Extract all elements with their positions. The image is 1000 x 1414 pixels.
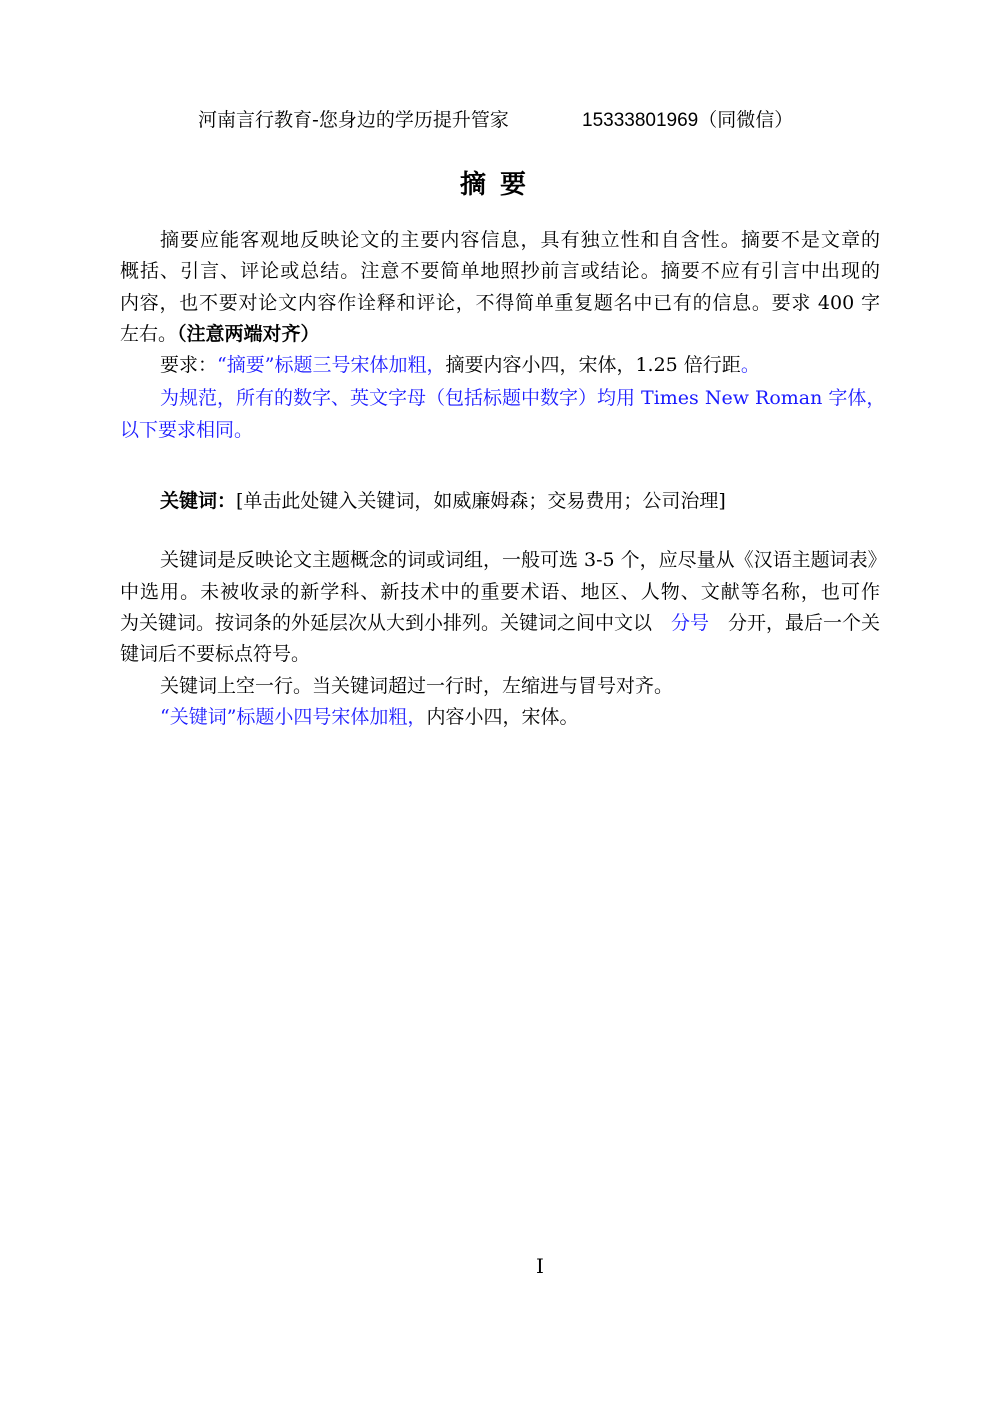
kw-note-line: 中选用。未被收录的新学科、新技术中的重要术语、地区、人物、文献等名称，也可作 [120,581,880,603]
requirement-line [160,353,920,377]
blue-text: “关键词”标题小四号宋体加粗， [160,706,427,728]
text: 为关键词。按词条的外延层次从大到小排列。关键词之间中文以 [120,612,653,634]
page-title: 摘要 [459,170,540,200]
kw-note-line: 关键词是反映论文主题概念的词或词组，一般可选 3-5 个，应尽量从《汉语主题词表》 [160,549,887,571]
keywords-line [160,489,920,513]
abstract-line: 概括、引言、评论或总结。注意不要简单地照抄前言或结论。摘要不应有引言中出现的 [120,260,880,282]
text: 要求： [160,354,218,376]
blue-text: 。 [740,354,760,376]
kw-note-line [120,611,880,635]
abstract-line [120,322,880,346]
text: 分开，最后一个关 [727,612,880,634]
text: 左右。 [120,323,178,345]
keywords-value[interactable]: [单击此处键入关键词，如威廉姆森；交易费用；公司治理] [236,490,726,512]
header-org: 河南言行教育-您身边的学历提升管家 [198,109,509,131]
kw-note-line: 关键词上空一行。当关键词超过一行时，左缩进与冒号对齐。 [160,675,674,697]
page-number: I [536,1254,544,1278]
header-phone: 15333801969（同微信） [582,110,794,131]
keywords-label: 关键词： [160,490,237,512]
bold-note: （注意两端对齐） [177,323,320,345]
text: 摘要内容小四，宋体，1.25 倍行距 [445,354,741,376]
blue-text: “摘要”标题三号宋体加粗， [217,354,446,376]
blue-text: 分号 [670,612,709,634]
abstract-line: 内容，也不要对论文内容作诠释和评论，不得简单重复题名中已有的信息。要求 400 字 [120,292,880,314]
text: 内容小四，宋体。 [426,706,579,728]
requirement-line: 以下要求相同。 [120,419,254,441]
requirement-line: 为规范，所有的数字、英文字母（包括标题中数字）均用 Times New Roman 字体， [160,387,886,409]
kw-note-line [160,705,920,729]
abstract-line: 摘要应能客观地反映论文的主要内容信息，具有独立性和自含性。摘要不是文章的 [160,229,880,251]
kw-note-line: 键词后不要标点符号。 [120,643,311,665]
